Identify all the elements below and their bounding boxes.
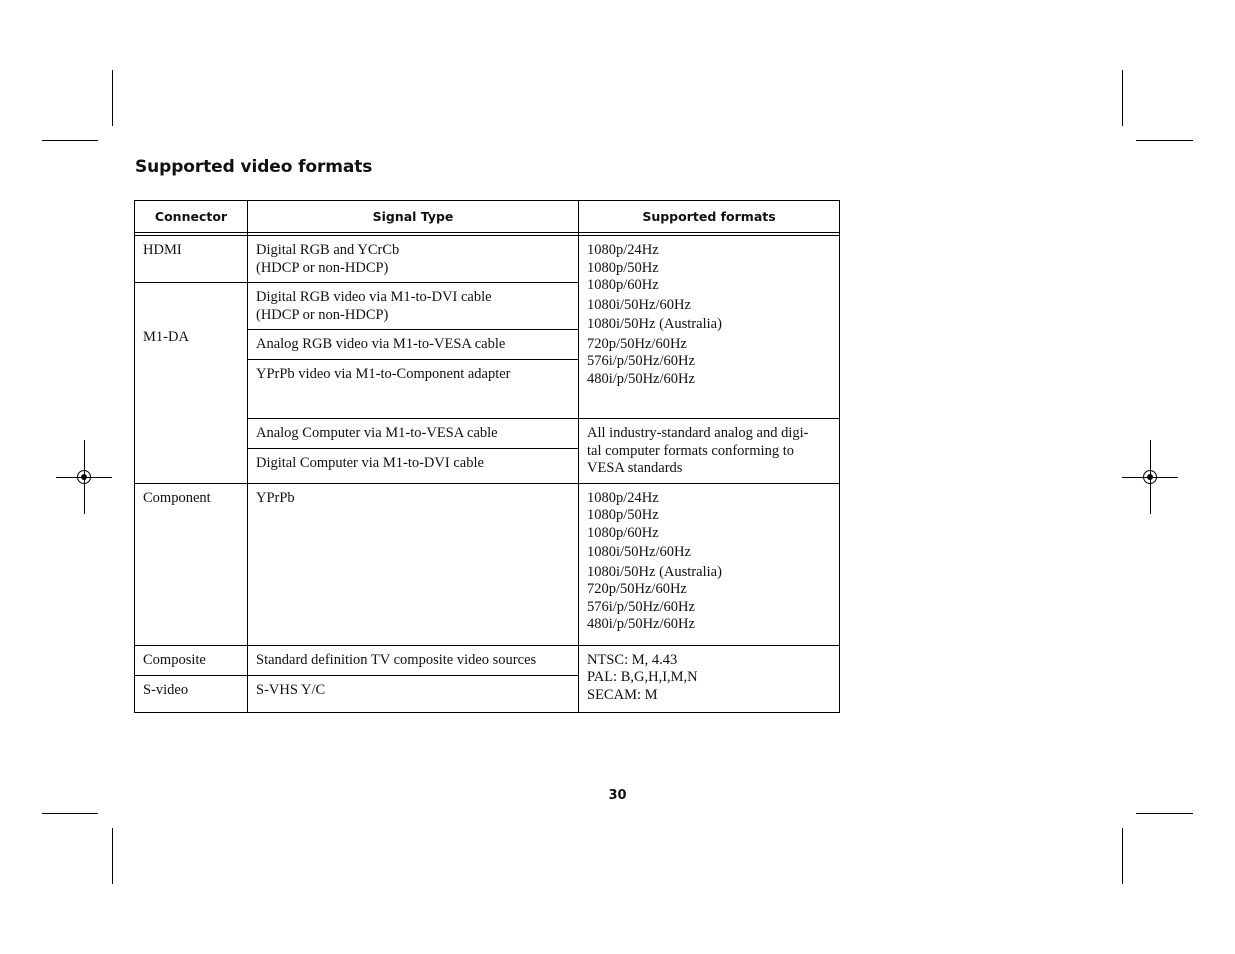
signal-cell: Standard definition TV composite video sources <box>248 645 579 675</box>
formats-cell-component: 1080p/24Hz 1080p/50Hz 1080p/60Hz 1080i/50Hz/60Hz 1080i/50Hz (Australia) 720p/50Hz/60Hz 576i/p/50Hz/60Hz 480i/p/50Hz/60Hz <box>579 483 840 645</box>
signal-cell: Digital RGB and YCrCb (HDCP or non-HDCP) <box>248 236 579 283</box>
connector-cell: HDMI <box>135 236 248 283</box>
crop-mark <box>1122 828 1123 884</box>
table-row <box>135 236 840 283</box>
formats-cell-tv: NTSC: M, 4.43 PAL: B,G,H,I,M,N SECAM: M <box>579 645 840 712</box>
signal-cell: YPrPb video via M1-to-Component adapter <box>248 360 579 419</box>
connector-cell: Composite <box>135 645 248 675</box>
signal-cell: Digital Computer via M1-to-DVI cable <box>248 449 579 483</box>
formats-cell-video: 1080p/24Hz 1080p/50Hz 1080p/60Hz 1080i/50Hz/60Hz 1080i/50Hz (Australia) 720p/50Hz/60Hz 576i/p/50Hz/60Hz 480i/p/50Hz/60Hz <box>579 236 840 419</box>
crop-mark <box>112 70 113 126</box>
signal-cell: YPrPb <box>248 483 579 645</box>
crop-mark <box>1136 813 1193 814</box>
signal-cell: Digital RGB video via M1-to-DVI cable (HDCP or non-HDCP) <box>248 283 579 330</box>
signal-cell: Analog RGB video via M1-to-VESA cable <box>248 330 579 360</box>
header-connector: Connector <box>135 201 248 233</box>
header-signal-type: Signal Type <box>248 201 579 233</box>
formats-cell-computer: All industry-standard analog and digi- tal computer formats conforming to VESA standards <box>579 419 840 484</box>
table-row <box>135 645 840 675</box>
crop-mark <box>112 828 113 884</box>
page-number: 30 <box>608 788 627 803</box>
crop-mark <box>1122 70 1123 126</box>
page-title: Supported video formats <box>135 157 373 177</box>
crop-mark <box>42 813 98 814</box>
connector-cell: Component <box>135 483 248 645</box>
table-header-row <box>135 201 840 233</box>
crop-mark <box>1136 140 1193 141</box>
table-row <box>135 483 840 645</box>
header-supported-formats: Supported formats <box>579 201 840 233</box>
crop-mark <box>42 140 98 141</box>
video-formats-table <box>134 200 840 713</box>
signal-cell: Analog Computer via M1-to-VESA cable <box>248 419 579 449</box>
connector-cell: S-video <box>135 675 248 712</box>
connector-cell: M1-DA <box>135 283 248 484</box>
signal-cell: S-VHS Y/C <box>248 675 579 712</box>
